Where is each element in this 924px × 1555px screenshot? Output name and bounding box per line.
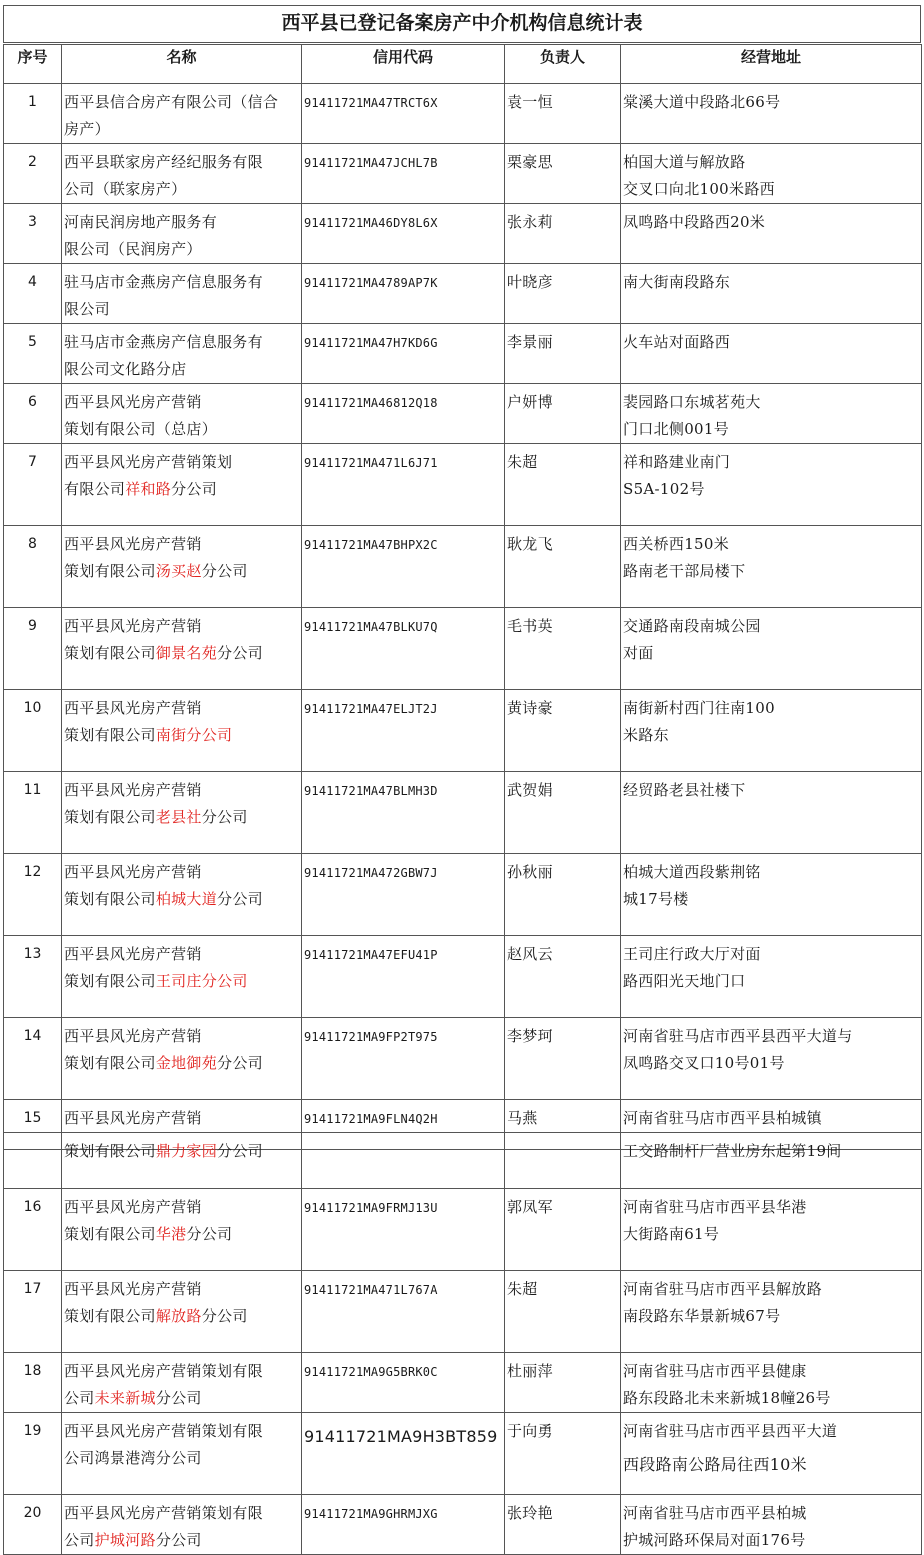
person-in-charge: 朱超 xyxy=(507,453,538,471)
address-line1: 柏城大道西段紫荆铭 xyxy=(623,863,761,881)
name-line2: 策划有限公司 xyxy=(64,972,156,990)
credit-code: 91411721MA47EFU41P xyxy=(304,948,438,962)
name-line2: 公司 xyxy=(64,1531,95,1549)
name-line1: 西平县风光房产营销策划有限 xyxy=(64,1422,263,1440)
address-line2: S5A-102号 xyxy=(623,480,705,498)
name-line2: 房产） xyxy=(64,120,110,138)
address-line1: 南街新村西门往南100 xyxy=(623,699,775,717)
person-in-charge: 郭凤军 xyxy=(507,1198,553,1216)
name-line2: 策划有限公司 xyxy=(64,1307,156,1325)
name-suffix: 分公司 xyxy=(217,1054,263,1072)
person-in-charge: 赵风云 xyxy=(507,945,553,963)
person-in-charge: 耿龙飞 xyxy=(507,535,553,553)
person-in-charge: 毛书英 xyxy=(507,617,553,635)
table-row xyxy=(4,84,922,144)
name-line2: 策划有限公司 xyxy=(64,808,156,826)
credit-code: 91411721MA47JCHL7B xyxy=(304,156,438,170)
person-in-charge: 李梦珂 xyxy=(507,1027,553,1045)
name-line1: 西平县风光房产营销 xyxy=(64,945,202,963)
name-line1: 驻马店市金燕房产信息服务有 xyxy=(64,273,263,291)
name-line1: 西平县风光房产营销 xyxy=(64,393,202,411)
address-line1: 西关桥西150米 xyxy=(623,535,730,553)
row-number: 10 xyxy=(23,700,42,716)
table-row xyxy=(4,1353,922,1413)
branch-name: 未来新城 xyxy=(94,1389,156,1407)
name-line1: 西平县风光房产营销 xyxy=(64,617,202,635)
row-number: 1 xyxy=(28,94,37,110)
row-number: 12 xyxy=(23,864,42,880)
table-row xyxy=(4,936,922,1018)
row-number: 17 xyxy=(23,1281,42,1297)
branch-name: 老县社 xyxy=(155,808,202,826)
address-line1: 王司庄行政大厅对面 xyxy=(623,945,761,963)
credit-code: 91411721MA47H7KD6G xyxy=(304,336,438,350)
address-line1: 工交路制杆厂营业房东起第19间 xyxy=(623,1142,842,1160)
address-line1: 河南省驻马店市西平县柏城 xyxy=(623,1504,807,1522)
person-in-charge: 栗豪思 xyxy=(507,153,553,171)
table-body-1 xyxy=(4,84,922,1150)
name-line1: 西平县风光房产营销 xyxy=(64,699,202,717)
table-row xyxy=(4,204,922,264)
address-line1: 河南省驻马店市西平县柏城镇 xyxy=(623,1109,822,1127)
name-line1: 西平县风光房产营销策划有限 xyxy=(64,1504,263,1522)
table-row xyxy=(4,854,922,936)
header-person: 负责人 xyxy=(505,45,621,84)
row-number: 3 xyxy=(28,214,37,230)
name-suffix: 分公司 xyxy=(217,644,263,662)
person-in-charge: 黄诗豪 xyxy=(507,699,553,717)
address-line1: 祥和路建业南门 xyxy=(623,453,731,471)
address-line2: 门口北侧001号 xyxy=(623,420,730,438)
row-number: 18 xyxy=(23,1363,42,1379)
name-line1: 西平县风光房产营销 xyxy=(64,863,202,881)
name-line2: 策划有限公司 xyxy=(64,644,156,662)
name-line1: 西平县风光房产营销 xyxy=(64,1109,202,1127)
header-code: 信用代码 xyxy=(302,45,505,84)
credit-code: 91411721MA47ELJT2J xyxy=(304,702,438,716)
header-name: 名称 xyxy=(62,45,302,84)
address-line1: 河南省驻马店市西平县华港 xyxy=(623,1198,807,1216)
name-line2: 策划有限公司 xyxy=(64,1054,156,1072)
name-suffix: 分公司 xyxy=(201,562,248,580)
title-frame xyxy=(3,5,921,43)
person-in-charge: 户妍博 xyxy=(507,393,553,411)
table-row xyxy=(4,264,922,324)
row-number: 16 xyxy=(23,1199,42,1215)
person-in-charge: 李景丽 xyxy=(507,333,553,351)
credit-code: 91411721MA9H3BT859 xyxy=(304,1427,498,1446)
name-suffix: 分公司 xyxy=(201,1307,248,1325)
name-line2: 策划有限公司 xyxy=(64,1225,156,1243)
person-in-charge: 马燕 xyxy=(507,1109,538,1127)
branch-name: 南街分公司 xyxy=(155,726,233,744)
credit-code: 91411721MA46812Q18 xyxy=(304,396,438,410)
table-body-2 xyxy=(4,1189,922,1555)
header-address: 经营地址 xyxy=(621,45,922,84)
row-number: 9 xyxy=(28,618,37,634)
person-in-charge: 张玲艳 xyxy=(507,1504,553,1522)
name-suffix: 分公司 xyxy=(186,1225,233,1243)
address-line1: 南大街南段路东 xyxy=(623,273,731,291)
info-table-part1 xyxy=(3,44,922,1150)
credit-code: 91411721MA9GHRMJXG xyxy=(304,1507,438,1521)
credit-code: 91411721MA47BLMH3D xyxy=(304,784,438,798)
address-line2: 米路东 xyxy=(623,726,669,744)
credit-code: 91411721MA9FLN4Q2H xyxy=(304,1112,438,1126)
address-line1: 凤鸣路中段路西20米 xyxy=(623,213,766,231)
row-number: 4 xyxy=(28,274,37,290)
name-line2: 限公司 xyxy=(64,300,110,318)
branch-name: 金地御苑 xyxy=(155,1054,218,1072)
table-row xyxy=(4,1133,922,1189)
credit-code: 91411721MA47BLKU7Q xyxy=(304,620,438,634)
name-line1: 西平县风光房产营销 xyxy=(64,1280,202,1298)
credit-code: 91411721MA47TRCT6X xyxy=(304,96,438,110)
table-row xyxy=(4,1189,922,1271)
address-line2: 护城河路环保局对面176号 xyxy=(623,1531,806,1549)
name-line2: 有限公司 xyxy=(64,480,126,498)
credit-code: 91411721MA4789AP7K xyxy=(304,276,438,290)
name-suffix: 分公司 xyxy=(201,808,248,826)
row-number: 14 xyxy=(23,1028,42,1044)
name-line2: 公司鸿景港湾分公司 xyxy=(64,1449,202,1467)
header-row xyxy=(4,45,922,84)
person-in-charge: 张永莉 xyxy=(507,213,553,231)
table-row xyxy=(4,1413,922,1495)
name-line2: 策划有限公司（总店） xyxy=(64,420,218,438)
table-row xyxy=(4,444,922,526)
credit-code: 91411721MA9FP2T975 xyxy=(304,1030,438,1044)
name-line1: 西平县风光房产营销 xyxy=(64,781,202,799)
branch-name: 御景名苑 xyxy=(155,644,218,662)
row-number: 13 xyxy=(23,946,42,962)
name-line2: 公司（联家房产） xyxy=(64,180,187,198)
table-row xyxy=(4,384,922,444)
address-line2: 路东段路北未来新城18幢26号 xyxy=(623,1389,831,1407)
person-in-charge: 叶晓彦 xyxy=(507,273,553,291)
name-suffix: 分公司 xyxy=(155,1389,202,1407)
credit-code: 91411721MA472GBW7J xyxy=(304,866,438,880)
branch-name: 王司庄分公司 xyxy=(155,972,248,990)
name-line1: 西平县风光房产营销策划 xyxy=(64,453,233,471)
row-number: 6 xyxy=(28,394,37,410)
table-row xyxy=(4,608,922,690)
branch-name: 解放路 xyxy=(155,1307,202,1325)
person-in-charge: 孙秋丽 xyxy=(507,863,553,881)
name-line1: 西平县联家房产经纪服务有限 xyxy=(64,153,263,171)
name-line1: 河南民润房地产服务有 xyxy=(64,213,218,231)
address-line1: 棠溪大道中段路北66号 xyxy=(623,93,781,111)
address-line1: 经贸路老县社楼下 xyxy=(623,781,746,799)
info-table-part2 xyxy=(3,1132,922,1555)
table-row xyxy=(4,772,922,854)
name-line2: 策划有限公司 xyxy=(64,562,156,580)
credit-code: 91411721MA471L767A xyxy=(304,1283,438,1297)
branch-name: 柏城大道 xyxy=(155,890,218,908)
row-number: 20 xyxy=(23,1505,42,1521)
address-line1: 河南省驻马店市西平县解放路 xyxy=(623,1280,822,1298)
name-line1: 西平县风光房产营销 xyxy=(64,1198,202,1216)
row-number: 11 xyxy=(23,782,42,798)
address-line2: 南段路东华景新城67号 xyxy=(623,1307,781,1325)
table-row xyxy=(4,144,922,204)
address-line1: 河南省驻马店市西平县西平大道 xyxy=(623,1422,838,1440)
address-line2: 西段路南公路局往西10米 xyxy=(623,1455,807,1474)
name-line1: 西平县风光房产营销 xyxy=(64,1027,202,1045)
name-suffix: 分公司 xyxy=(171,480,218,498)
table-row xyxy=(4,1271,922,1353)
address-line2: 对面 xyxy=(623,644,654,662)
address-line2: 路西阳光天地门口 xyxy=(623,972,746,990)
credit-code: 91411721MA9G5BRK0C xyxy=(304,1365,438,1379)
address-line1: 柏国大道与解放路 xyxy=(623,153,746,171)
row-number: 8 xyxy=(28,536,37,552)
row-number: 19 xyxy=(23,1423,42,1439)
address-line2: 凤鸣路交叉口10号01号 xyxy=(623,1054,785,1072)
name-line1: 西平县风光房产营销策划有限 xyxy=(64,1362,263,1380)
branch-name: 祥和路 xyxy=(125,480,172,498)
name-line2: 策划有限公司 xyxy=(64,890,156,908)
person-in-charge: 杜丽萍 xyxy=(507,1362,553,1380)
address-line2: 大街路南61号 xyxy=(623,1225,720,1243)
row-number: 7 xyxy=(28,454,37,470)
person-in-charge: 于向勇 xyxy=(507,1422,553,1440)
address-line1: 河南省驻马店市西平县健康 xyxy=(623,1362,807,1380)
name-line1: 驻马店市金燕房产信息服务有 xyxy=(64,333,263,351)
name-line2: 公司 xyxy=(64,1389,95,1407)
credit-code: 91411721MA471L6J71 xyxy=(304,456,438,470)
branch-name: 鼎力家园 xyxy=(155,1142,218,1160)
row-number: 15 xyxy=(23,1110,42,1126)
name-line2: 策划有限公司 xyxy=(64,1142,156,1160)
person-in-charge: 朱超 xyxy=(507,1280,538,1298)
credit-code: 91411721MA47BHPX2C xyxy=(304,538,438,552)
table-row xyxy=(4,1495,922,1555)
name-line1: 西平县风光房产营销 xyxy=(64,535,202,553)
credit-code: 91411721MA9FRMJ13U xyxy=(304,1201,438,1215)
table-row xyxy=(4,690,922,772)
address-line1: 火车站对面路西 xyxy=(623,333,731,351)
address-line1: 交通路南段南城公园 xyxy=(623,617,761,635)
name-line2: 限公司（民润房产） xyxy=(64,240,202,258)
branch-name: 汤买赵 xyxy=(155,562,202,580)
name-line1: 西平县信合房产有限公司（信合 xyxy=(64,93,279,111)
row-number: 2 xyxy=(28,154,37,170)
name-suffix: 分公司 xyxy=(155,1531,202,1549)
address-line1: 裴园路口东城茗苑大 xyxy=(623,393,761,411)
name-line2: 策划有限公司 xyxy=(64,726,156,744)
branch-name: 护城河路 xyxy=(94,1531,156,1549)
address-line2: 城17号楼 xyxy=(623,890,689,908)
credit-code: 91411721MA46DY8L6X xyxy=(304,216,438,230)
row-number: 5 xyxy=(28,334,37,350)
person-in-charge: 武贺娟 xyxy=(507,781,553,799)
name-line2: 限公司文化路分店 xyxy=(64,360,187,378)
address-line2: 交叉口向北100米路西 xyxy=(623,180,775,198)
name-suffix: 分公司 xyxy=(217,1142,263,1160)
table-row xyxy=(4,324,922,384)
branch-name: 华港 xyxy=(155,1225,187,1243)
person-in-charge: 袁一恒 xyxy=(507,93,553,111)
address-line1: 河南省驻马店市西平县西平大道与 xyxy=(623,1027,853,1045)
page-title: 西平县已登记备案房产中介机构信息统计表 xyxy=(281,12,643,34)
name-suffix: 分公司 xyxy=(217,890,263,908)
address-line2: 路南老干部局楼下 xyxy=(623,562,746,580)
table-row xyxy=(4,526,922,608)
header-no: 序号 xyxy=(4,45,62,84)
table-row xyxy=(4,1018,922,1100)
